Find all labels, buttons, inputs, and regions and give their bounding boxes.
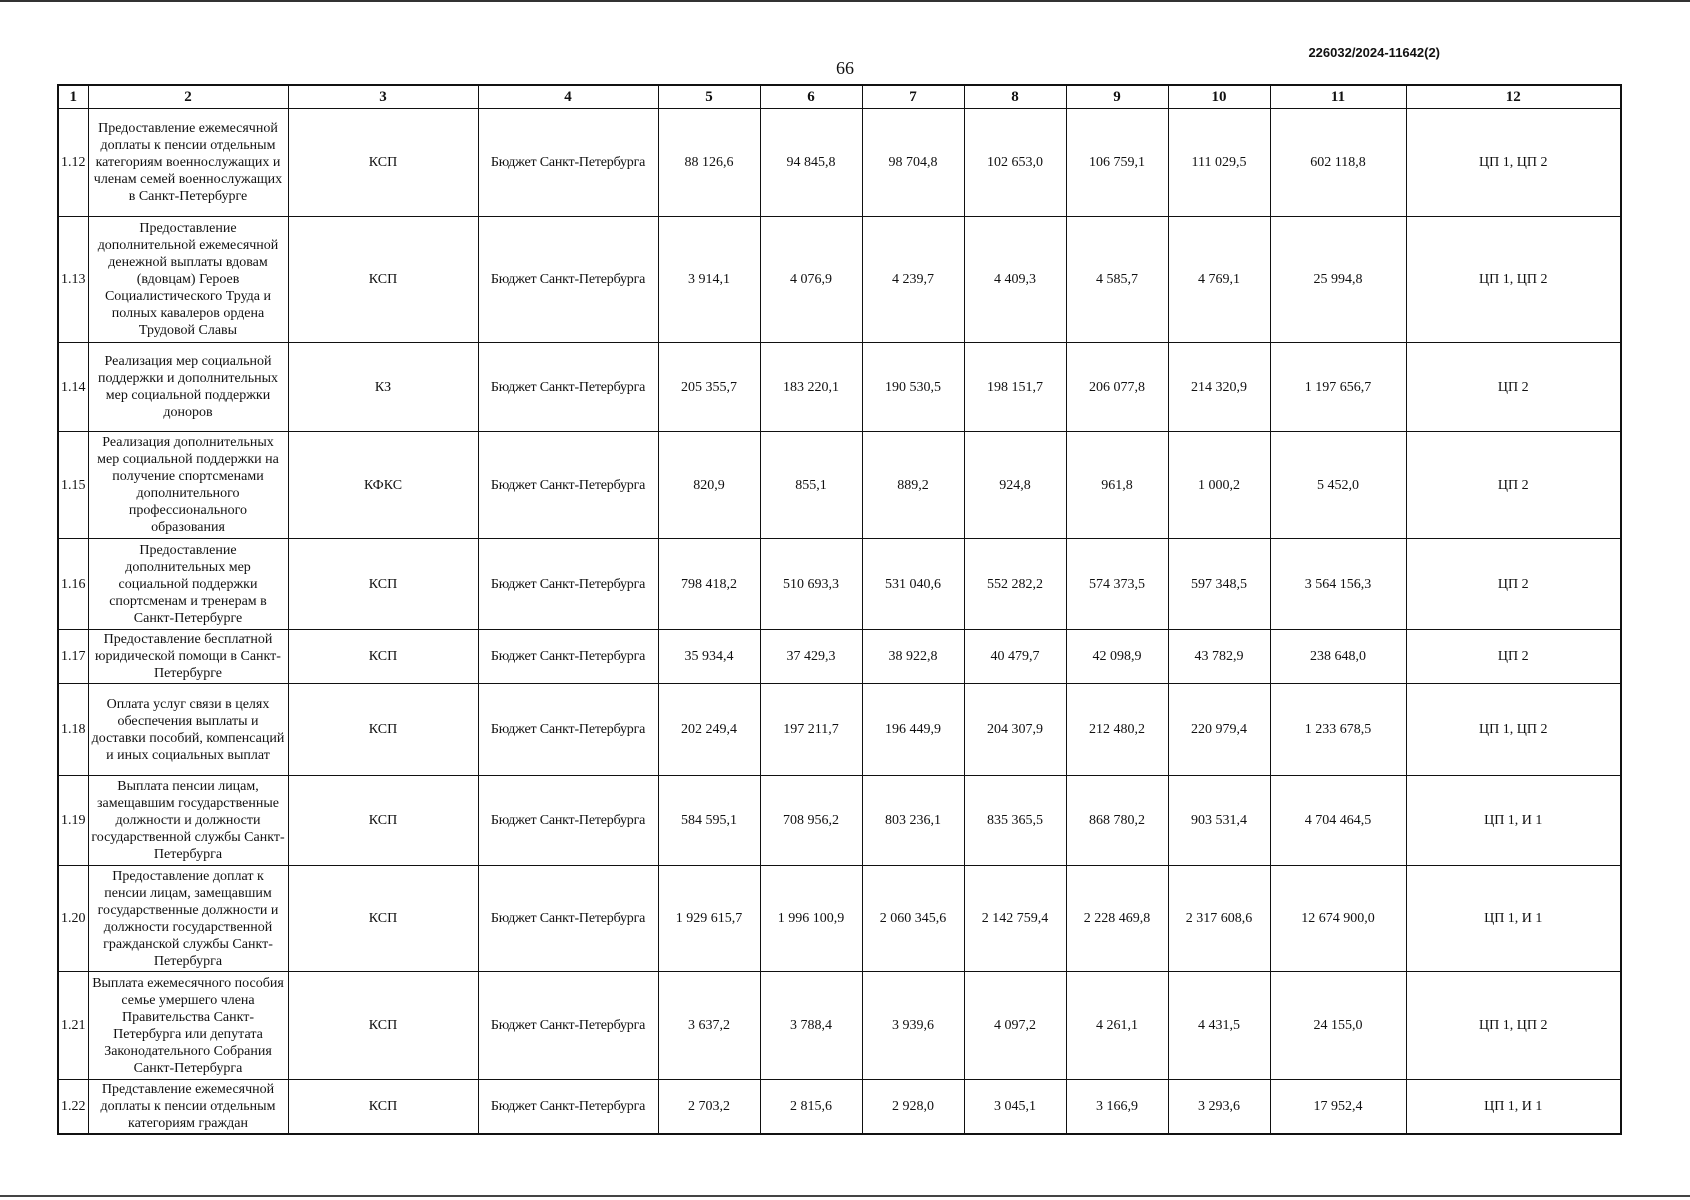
executor-cell: КСП bbox=[288, 1080, 478, 1134]
column-header: 1 bbox=[58, 85, 88, 109]
row-number-cell: 1.21 bbox=[58, 972, 88, 1080]
year-value-cell: 855,1 bbox=[760, 432, 862, 539]
total-value-cell: 3 564 156,3 bbox=[1270, 539, 1406, 630]
executor-cell: КСП bbox=[288, 776, 478, 866]
table-row bbox=[58, 432, 1621, 539]
year-value-cell: 4 431,5 bbox=[1168, 972, 1270, 1080]
year-value-cell: 903 531,4 bbox=[1168, 776, 1270, 866]
year-value-cell: 212 480,2 bbox=[1066, 684, 1168, 776]
column-header: 3 bbox=[288, 85, 478, 109]
column-header: 6 bbox=[760, 85, 862, 109]
year-value-cell: 204 307,9 bbox=[964, 684, 1066, 776]
funding-source-cell: Бюджет Санкт-Петербурга bbox=[478, 432, 658, 539]
table-row bbox=[58, 343, 1621, 432]
year-value-cell: 4 097,2 bbox=[964, 972, 1066, 1080]
table-row bbox=[58, 539, 1621, 630]
year-value-cell: 3 045,1 bbox=[964, 1080, 1066, 1134]
total-value-cell: 12 674 900,0 bbox=[1270, 866, 1406, 972]
column-header: 8 bbox=[964, 85, 1066, 109]
column-header: 11 bbox=[1270, 85, 1406, 109]
executor-cell: КСП bbox=[288, 217, 478, 343]
goals-cell: ЦП 1, ЦП 2 bbox=[1406, 972, 1621, 1080]
funding-source-cell: Бюджет Санкт-Петербурга bbox=[478, 539, 658, 630]
total-value-cell: 602 118,8 bbox=[1270, 109, 1406, 217]
year-value-cell: 597 348,5 bbox=[1168, 539, 1270, 630]
year-value-cell: 4 261,1 bbox=[1066, 972, 1168, 1080]
row-number-cell: 1.14 bbox=[58, 343, 88, 432]
year-value-cell: 214 320,9 bbox=[1168, 343, 1270, 432]
row-number-cell: 1.20 bbox=[58, 866, 88, 972]
year-value-cell: 98 704,8 bbox=[862, 109, 964, 217]
year-value-cell: 205 355,7 bbox=[658, 343, 760, 432]
goals-cell: ЦП 1, И 1 bbox=[1406, 1080, 1621, 1134]
executor-cell: КСП bbox=[288, 684, 478, 776]
year-value-cell: 2 228 469,8 bbox=[1066, 866, 1168, 972]
year-value-cell: 1 929 615,7 bbox=[658, 866, 760, 972]
year-value-cell: 1 000,2 bbox=[1168, 432, 1270, 539]
goals-cell: ЦП 1, ЦП 2 bbox=[1406, 217, 1621, 343]
funding-source-cell: Бюджет Санкт-Петербурга bbox=[478, 972, 658, 1080]
year-value-cell: 40 479,7 bbox=[964, 630, 1066, 684]
measure-name-cell: Предоставление дополнительной ежемесячной денежной выплаты вдовам (вдовцам) Героев Социалистического Труда и полных кавалеров ордена Трудовой Славы bbox=[88, 217, 288, 343]
year-value-cell: 708 956,2 bbox=[760, 776, 862, 866]
year-value-cell: 88 126,6 bbox=[658, 109, 760, 217]
table-row bbox=[58, 109, 1621, 217]
year-value-cell: 2 928,0 bbox=[862, 1080, 964, 1134]
executor-cell: КФКС bbox=[288, 432, 478, 539]
year-value-cell: 4 585,7 bbox=[1066, 217, 1168, 343]
year-value-cell: 3 166,9 bbox=[1066, 1080, 1168, 1134]
year-value-cell: 2 815,6 bbox=[760, 1080, 862, 1134]
year-value-cell: 552 282,2 bbox=[964, 539, 1066, 630]
year-value-cell: 2 060 345,6 bbox=[862, 866, 964, 972]
table-row bbox=[58, 684, 1621, 776]
page-number: 66 bbox=[836, 58, 854, 78]
column-header: 5 bbox=[658, 85, 760, 109]
column-header: 10 bbox=[1168, 85, 1270, 109]
year-value-cell: 584 595,1 bbox=[658, 776, 760, 866]
year-value-cell: 3 637,2 bbox=[658, 972, 760, 1080]
year-value-cell: 197 211,7 bbox=[760, 684, 862, 776]
year-value-cell: 531 040,6 bbox=[862, 539, 964, 630]
table-header-row bbox=[58, 85, 1621, 109]
year-value-cell: 111 029,5 bbox=[1168, 109, 1270, 217]
row-number-cell: 1.12 bbox=[58, 109, 88, 217]
year-value-cell: 35 934,4 bbox=[658, 630, 760, 684]
row-number-cell: 1.18 bbox=[58, 684, 88, 776]
total-value-cell: 1 233 678,5 bbox=[1270, 684, 1406, 776]
funding-source-cell: Бюджет Санкт-Петербурга bbox=[478, 630, 658, 684]
executor-cell: КСП bbox=[288, 109, 478, 217]
goals-cell: ЦП 2 bbox=[1406, 432, 1621, 539]
year-value-cell: 102 653,0 bbox=[964, 109, 1066, 217]
year-value-cell: 2 142 759,4 bbox=[964, 866, 1066, 972]
year-value-cell: 3 788,4 bbox=[760, 972, 862, 1080]
year-value-cell: 3 293,6 bbox=[1168, 1080, 1270, 1134]
year-value-cell: 196 449,9 bbox=[862, 684, 964, 776]
total-value-cell: 25 994,8 bbox=[1270, 217, 1406, 343]
year-value-cell: 38 922,8 bbox=[862, 630, 964, 684]
goals-cell: ЦП 1, И 1 bbox=[1406, 776, 1621, 866]
year-value-cell: 94 845,8 bbox=[760, 109, 862, 217]
year-value-cell: 1 996 100,9 bbox=[760, 866, 862, 972]
measure-name-cell: Выплата ежемесячного пособия семье умершего члена Правительства Санкт-Петербурга или депутата Законодательного Собрания Санкт-Петербурга bbox=[88, 972, 288, 1080]
year-value-cell: 4 769,1 bbox=[1168, 217, 1270, 343]
row-number-cell: 1.15 bbox=[58, 432, 88, 539]
column-header: 4 bbox=[478, 85, 658, 109]
table-row bbox=[58, 630, 1621, 684]
row-number-cell: 1.16 bbox=[58, 539, 88, 630]
table-row bbox=[58, 1080, 1621, 1134]
table-row bbox=[58, 972, 1621, 1080]
funding-source-cell: Бюджет Санкт-Петербурга bbox=[478, 1080, 658, 1134]
year-value-cell: 106 759,1 bbox=[1066, 109, 1168, 217]
measure-name-cell: Предоставление доплат к пенсии лицам, замещавшим государственные должности и должности государственной гражданской службы Санкт-Петербурга bbox=[88, 866, 288, 972]
executor-cell: КСП bbox=[288, 866, 478, 972]
year-value-cell: 220 979,4 bbox=[1168, 684, 1270, 776]
year-value-cell: 803 236,1 bbox=[862, 776, 964, 866]
total-value-cell: 1 197 656,7 bbox=[1270, 343, 1406, 432]
total-value-cell: 238 648,0 bbox=[1270, 630, 1406, 684]
year-value-cell: 820,9 bbox=[658, 432, 760, 539]
year-value-cell: 3 914,1 bbox=[658, 217, 760, 343]
document-registration-number: 226032/2024-11642(2) bbox=[1308, 45, 1440, 60]
measure-name-cell: Оплата услуг связи в целях обеспечения выплаты и доставки пособий, компенсаций и иных социальных выплат bbox=[88, 684, 288, 776]
year-value-cell: 190 530,5 bbox=[862, 343, 964, 432]
total-value-cell: 17 952,4 bbox=[1270, 1080, 1406, 1134]
row-number-cell: 1.17 bbox=[58, 630, 88, 684]
measure-name-cell: Реализация мер социальной поддержки и дополнительных мер социальной поддержки доноров bbox=[88, 343, 288, 432]
year-value-cell: 961,8 bbox=[1066, 432, 1168, 539]
year-value-cell: 510 693,3 bbox=[760, 539, 862, 630]
row-number-cell: 1.22 bbox=[58, 1080, 88, 1134]
year-value-cell: 3 939,6 bbox=[862, 972, 964, 1080]
budget-table bbox=[57, 84, 1622, 1135]
measure-name-cell: Выплата пенсии лицам, замещавшим государственные должности и должности государственной службы Санкт-Петербурга bbox=[88, 776, 288, 866]
funding-source-cell: Бюджет Санкт-Петербурга bbox=[478, 109, 658, 217]
funding-source-cell: Бюджет Санкт-Петербурга bbox=[478, 217, 658, 343]
year-value-cell: 574 373,5 bbox=[1066, 539, 1168, 630]
measure-name-cell: Представление ежемесячной доплаты к пенсии отдельным категориям граждан bbox=[88, 1080, 288, 1134]
total-value-cell: 24 155,0 bbox=[1270, 972, 1406, 1080]
measure-name-cell: Предоставление ежемесячной доплаты к пенсии отдельным категориям военнослужащих и членам семей военнослужащих в Санкт-Петербурге bbox=[88, 109, 288, 217]
year-value-cell: 4 239,7 bbox=[862, 217, 964, 343]
total-value-cell: 5 452,0 bbox=[1270, 432, 1406, 539]
goals-cell: ЦП 1, И 1 bbox=[1406, 866, 1621, 972]
table-body bbox=[58, 109, 1621, 1134]
total-value-cell: 4 704 464,5 bbox=[1270, 776, 1406, 866]
scan-edge-bottom bbox=[0, 1195, 1690, 1197]
year-value-cell: 37 429,3 bbox=[760, 630, 862, 684]
goals-cell: ЦП 1, ЦП 2 bbox=[1406, 684, 1621, 776]
year-value-cell: 798 418,2 bbox=[658, 539, 760, 630]
funding-source-cell: Бюджет Санкт-Петербурга bbox=[478, 776, 658, 866]
funding-source-cell: Бюджет Санкт-Петербурга bbox=[478, 866, 658, 972]
table-row bbox=[58, 217, 1621, 343]
year-value-cell: 889,2 bbox=[862, 432, 964, 539]
goals-cell: ЦП 2 bbox=[1406, 343, 1621, 432]
goals-cell: ЦП 2 bbox=[1406, 630, 1621, 684]
executor-cell: КЗ bbox=[288, 343, 478, 432]
year-value-cell: 202 249,4 bbox=[658, 684, 760, 776]
year-value-cell: 868 780,2 bbox=[1066, 776, 1168, 866]
row-number-cell: 1.19 bbox=[58, 776, 88, 866]
table-row bbox=[58, 776, 1621, 866]
measure-name-cell: Реализация дополнительных мер социальной поддержки на получение спортсменами дополнительного профессионального образования bbox=[88, 432, 288, 539]
year-value-cell: 183 220,1 bbox=[760, 343, 862, 432]
year-value-cell: 4 076,9 bbox=[760, 217, 862, 343]
row-number-cell: 1.13 bbox=[58, 217, 88, 343]
column-header: 2 bbox=[88, 85, 288, 109]
year-value-cell: 2 317 608,6 bbox=[1168, 866, 1270, 972]
year-value-cell: 42 098,9 bbox=[1066, 630, 1168, 684]
year-value-cell: 4 409,3 bbox=[964, 217, 1066, 343]
column-header: 7 bbox=[862, 85, 964, 109]
column-header: 12 bbox=[1406, 85, 1621, 109]
year-value-cell: 198 151,7 bbox=[964, 343, 1066, 432]
executor-cell: КСП bbox=[288, 972, 478, 1080]
year-value-cell: 43 782,9 bbox=[1168, 630, 1270, 684]
measure-name-cell: Предоставление дополнительных мер социальной поддержки спортсменам и тренерам в Санкт-Петербурге bbox=[88, 539, 288, 630]
year-value-cell: 2 703,2 bbox=[658, 1080, 760, 1134]
scan-edge-top bbox=[0, 0, 1690, 2]
measure-name-cell: Предоставление бесплатной юридической помощи в Санкт-Петербурге bbox=[88, 630, 288, 684]
year-value-cell: 206 077,8 bbox=[1066, 343, 1168, 432]
goals-cell: ЦП 1, ЦП 2 bbox=[1406, 109, 1621, 217]
year-value-cell: 835 365,5 bbox=[964, 776, 1066, 866]
goals-cell: ЦП 2 bbox=[1406, 539, 1621, 630]
column-header: 9 bbox=[1066, 85, 1168, 109]
table-row bbox=[58, 866, 1621, 972]
funding-source-cell: Бюджет Санкт-Петербурга bbox=[478, 684, 658, 776]
executor-cell: КСП bbox=[288, 630, 478, 684]
executor-cell: КСП bbox=[288, 539, 478, 630]
funding-source-cell: Бюджет Санкт-Петербурга bbox=[478, 343, 658, 432]
year-value-cell: 924,8 bbox=[964, 432, 1066, 539]
